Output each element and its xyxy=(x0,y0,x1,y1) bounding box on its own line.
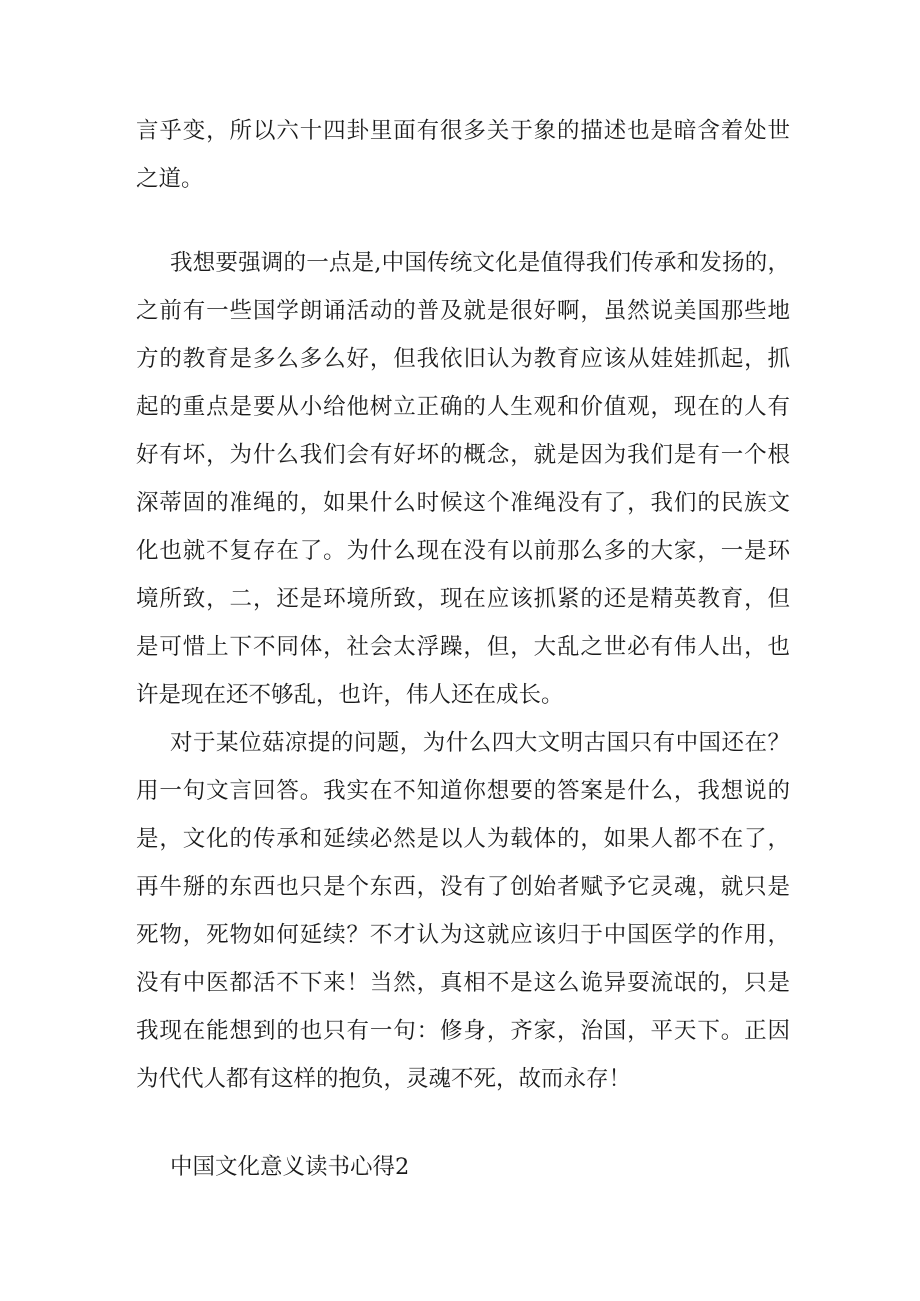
paragraph-2-line: 我想要强调的一点是,中国传统文化是值得我们传承和发扬的， xyxy=(170,250,790,276)
paragraph-3-line: 是，文化的传承和延续必然是以人为载体的，如果人都不在了， xyxy=(136,826,790,852)
paragraph-2-line: 化也就不复存在了。为什么现在没有以前那么多的大家，一是环 xyxy=(136,538,790,564)
paragraph-3-line: 死物，死物如何延续？不才认为这就应该归于中国医学的作用， xyxy=(136,922,790,948)
paragraph-2-line: 好有坏，为什么我们会有好坏的概念，就是因为我们是有一个根 xyxy=(136,442,790,468)
section-heading: 中国文化意义读书心得2 xyxy=(170,1154,410,1180)
paragraph-3-line: 为代代人都有这样的抱负，灵魂不死，故而永存！ xyxy=(136,1066,632,1092)
paragraph-1-line: 言乎变，所以六十四卦里面有很多关于象的描述也是暗含着处世 xyxy=(136,118,790,144)
paragraph-3-line: 对于某位菇凉提的问题，为什么四大文明古国只有中国还在？ xyxy=(170,730,790,756)
paragraph-3-line: 用一句文言回答。我实在不知道你想要的答案是什么，我想说的 xyxy=(136,778,790,804)
paragraph-2-line: 是可惜上下不同体，社会太浮躁，但，大乱之世必有伟人出，也 xyxy=(136,634,790,660)
paragraph-3-line: 没有中医都活不下来！当然，真相不是这么诡异耍流氓的，只是 xyxy=(136,970,790,996)
paragraph-2-line: 境所致，二，还是环境所致，现在应该抓紧的还是精英教育，但 xyxy=(136,586,790,612)
paragraph-3-line: 我现在能想到的也只有一句：修身，齐家，治国，平天下。正因 xyxy=(136,1018,790,1044)
paragraph-2-line: 许是现在还不够乱，也许，伟人还在成长。 xyxy=(136,682,564,708)
paragraph-2-line: 方的教育是多么多么好，但我依旧认为教育应该从娃娃抓起，抓 xyxy=(136,346,790,372)
paragraph-2-line: 起的重点是要从小给他树立正确的人生观和价值观，现在的人有 xyxy=(136,394,790,420)
paragraph-1-line: 之道。 xyxy=(136,166,204,192)
paragraph-2-line: 之前有一些国学朗诵活动的普及就是很好啊，虽然说美国那些地 xyxy=(136,298,790,324)
paragraph-2-line: 深蒂固的准绳的，如果什么时候这个准绳没有了，我们的民族文 xyxy=(136,490,790,516)
paragraph-3-line: 再牛掰的东西也只是个东西，没有了创始者赋予它灵魂，就只是 xyxy=(136,874,790,900)
